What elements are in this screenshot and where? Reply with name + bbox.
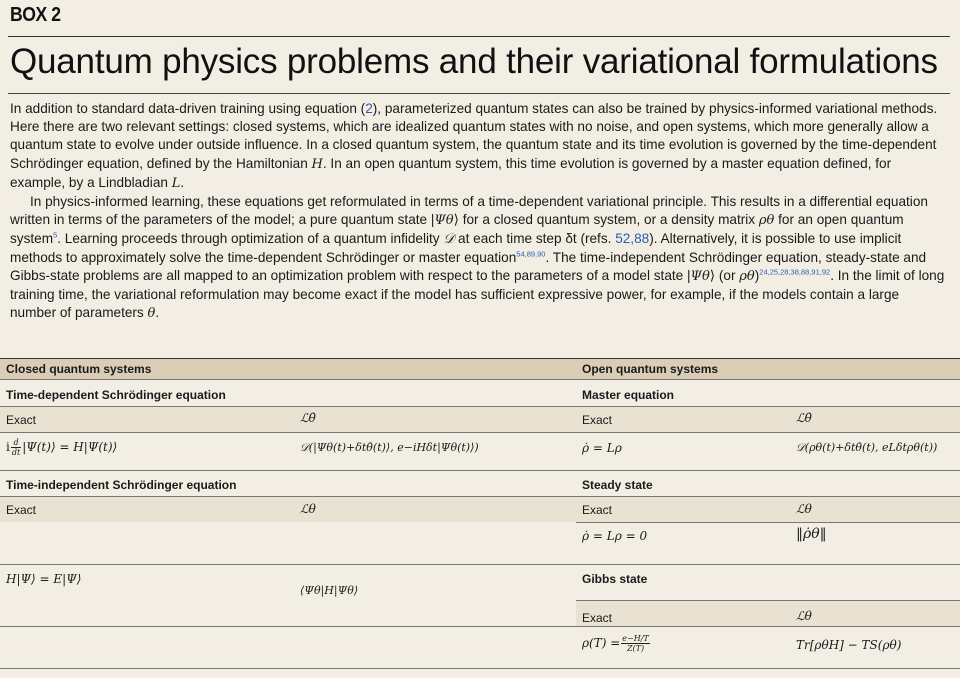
title-rule <box>8 93 950 94</box>
citation-ref[interactable]: 24,25,28,38,88,91,92 <box>759 267 831 277</box>
closed-exact-label: Exact <box>6 503 37 517</box>
closed-loss-label: ℒθ <box>300 502 316 516</box>
gibbs-state-eq: ρ(T) = $\frac{e-H/T}{Z(T)}$ <box>582 634 649 653</box>
table-row <box>576 601 960 626</box>
table-bottom-rule <box>0 668 960 669</box>
open-exact-label: Exact <box>582 503 613 517</box>
table-divider <box>576 522 960 523</box>
body-text <box>10 100 948 323</box>
table-row <box>0 407 960 432</box>
citation-ref[interactable]: 54,89,90 <box>516 249 546 259</box>
open-loss-label: ℒθ <box>796 502 812 516</box>
master-equation-eq: ρ̇ = Lρ <box>582 441 622 455</box>
steady-state-norm: ‖ρ̇θ‖ <box>796 526 827 542</box>
table-divider <box>0 432 960 433</box>
top-rule <box>8 36 950 37</box>
closed-exact-label: Exact <box>6 413 37 427</box>
open-exact-label: Exact <box>582 611 613 625</box>
free-energy-eq: Tr[ρθH] − TS(ρθ) <box>796 638 902 652</box>
table-divider <box>0 470 960 471</box>
open-loss-label: ℒθ̇ <box>796 411 812 425</box>
schrodinger-time-independent-eq: H|Ψ⟩ = E|Ψ⟩ <box>6 572 82 586</box>
table-row <box>0 497 960 522</box>
open-section-gibbs-state: Gibbs state <box>582 572 648 586</box>
citation-ref[interactable]: 52,88 <box>615 231 650 247</box>
closed-section-time-dependent: Time-dependent Schrödinger equation <box>6 388 226 402</box>
box-title: Quantum physics problems and their variational formulations <box>10 42 938 81</box>
paragraph-2: In physics-informed learning, these equations get reformulated in terms of a time-dependent variational principle. This results in a differential equation written in terms of the parameters of the model; a pure quantum state |Ψθ⟩ for a closed quantum system, or a density matrix ρθ for an open quantum system$^5$. Learning proceeds through optimization of a quantum infidelity 𝒟 at each time step δt (refs. 52,88). Alternatively, it is possible to use implicit methods to approximately solve the time-dependent Schrödinger or master equation$^{54,89,90}$. The time-independent Schrödinger equation, steady-state and Gibbs-state problems are all mapped to an optimization problem with respect to the parameters of a model state |Ψθ⟩ (or ρθ)$^{24,25,28,38,88,91,92}$. In the limit of long training time, the variational reformulation may become exact if the model has sufficient expressive power, for example, if the models contain a large number of parameters θ. <box>10 194 945 322</box>
closed-systems-header: Closed quantum systems <box>6 362 152 376</box>
table-divider <box>0 564 960 565</box>
open-systems-header: Open quantum systems <box>582 362 719 376</box>
open-section-master-equation: Master equation <box>582 388 675 402</box>
closed-section-time-independent: Time-independent Schrödinger equation <box>6 478 237 492</box>
open-exact-label: Exact <box>582 413 613 427</box>
energy-expectation: ⟨Ψθ|H|Ψθ⟩ <box>300 584 359 597</box>
open-infidelity-eq: 𝒟(ρθ(t)+δtθ̇(t), eLδtρθ(t)) <box>796 441 938 454</box>
open-section-steady-state: Steady state <box>582 478 653 492</box>
paragraph-1: In addition to standard data-driven training using equation (2), parameterized quantum states can also be trained by physics-informed variational methods. Here there are two relevant settings: closed systems, which are idealized quantum states with no noise, and open systems, which more generally allow a quantum state to evolve under outside influence. In a closed quantum system, the quantum state and its time evolution is governed by the time-dependent Schrödinger equation, defined by the Hamiltonian H. In an open quantum system, this time evolution is governed by a master equation defined, for example, by a Lindbladian L. <box>10 101 938 191</box>
closed-infidelity-eq: 𝒟(|Ψθ(t)+δtθ̇(t)⟩, e−iHδt|Ψθ(t)⟩) <box>300 441 479 454</box>
box-label: BOX 2 <box>10 4 61 26</box>
citation-ref[interactable]: 5 <box>53 230 58 240</box>
table-divider <box>0 626 960 627</box>
schrodinger-time-dependent-eq: i $\frac{d}{dt}$ |Ψ(t)⟩ = H|Ψ(t)⟩ <box>6 438 118 457</box>
equation-ref[interactable]: 2 <box>365 101 373 116</box>
steady-state-eq: ρ̇ = Lρ = 0 <box>582 529 648 543</box>
closed-loss-label: ℒθ̇ <box>300 411 316 425</box>
open-loss-label: ℒθ <box>796 609 812 623</box>
